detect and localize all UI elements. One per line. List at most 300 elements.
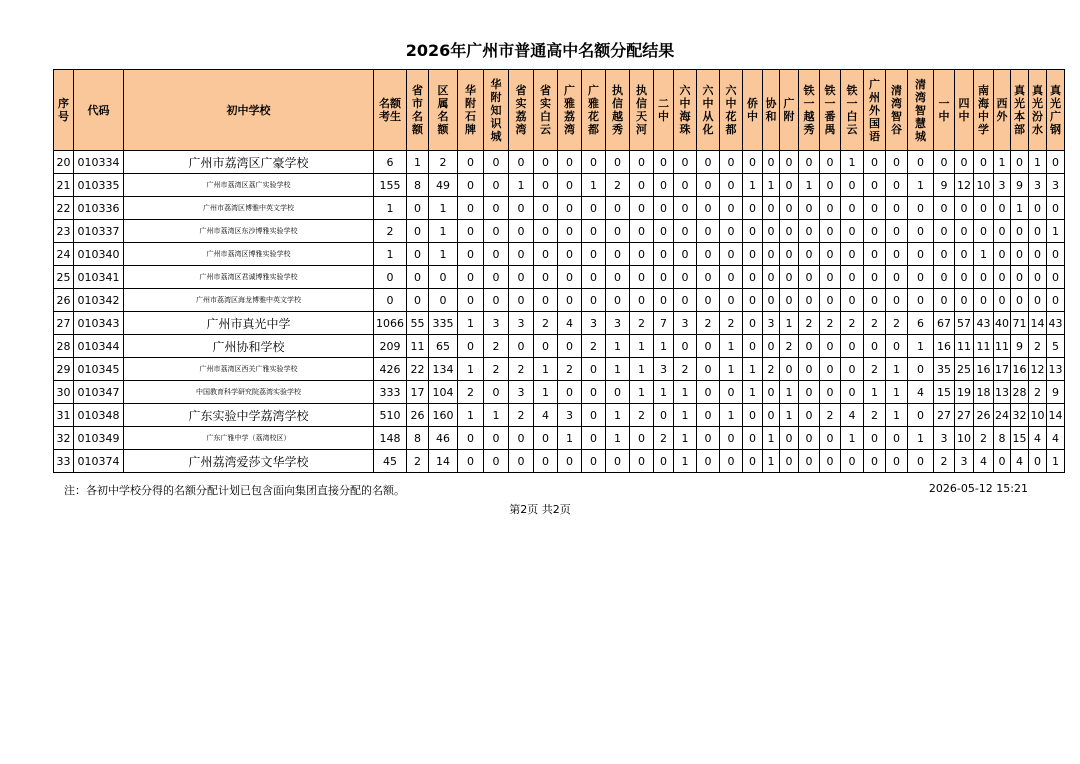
table-cell: 0 (780, 289, 799, 312)
table-cell: 0 (509, 243, 534, 266)
row-code: 010349 (74, 427, 124, 450)
table-cell: 0 (534, 197, 558, 220)
table-cell: 0 (484, 266, 509, 289)
column-header: 序号 (54, 70, 74, 151)
table-cell: 0 (606, 220, 630, 243)
table-cell: 0 (799, 289, 820, 312)
table-cell: 0 (886, 151, 908, 174)
column-header: 执信越秀 (606, 70, 630, 151)
row-code: 010343 (74, 312, 124, 335)
table-cell: 0 (974, 266, 994, 289)
table-cell: 0 (720, 197, 743, 220)
table-cell: 55 (407, 312, 429, 335)
table-cell: 1 (582, 174, 606, 197)
table-cell: 0 (697, 381, 720, 404)
table-cell: 2 (1029, 335, 1047, 358)
table-cell: 0 (841, 289, 864, 312)
table-cell: 0 (534, 243, 558, 266)
table-cell: 0 (630, 289, 654, 312)
table-cell: 3 (509, 312, 534, 335)
table-cell: 0 (955, 243, 974, 266)
table-cell: 0 (534, 174, 558, 197)
table-cell: 0 (743, 151, 763, 174)
table-cell: 0 (697, 220, 720, 243)
table-cell: 0 (763, 197, 780, 220)
column-header: 真光本部 (1011, 70, 1029, 151)
table-cell: 9 (1011, 335, 1029, 358)
table-row (54, 427, 1065, 450)
column-header: 区属名额 (429, 70, 458, 151)
table-cell: 1 (763, 174, 780, 197)
table-cell: 10 (955, 427, 974, 450)
table-cell: 0 (697, 450, 720, 473)
table-cell: 0 (630, 243, 654, 266)
column-header: 执信天河 (630, 70, 654, 151)
table-cell: 0 (509, 220, 534, 243)
table-cell: 4 (908, 381, 934, 404)
table-cell: 1 (720, 358, 743, 381)
table-cell: 0 (886, 335, 908, 358)
table-cell: 3 (558, 404, 582, 427)
table-cell: 1 (674, 404, 697, 427)
table-cell: 0 (780, 358, 799, 381)
table-cell: 0 (1047, 151, 1065, 174)
table-cell: 0 (841, 220, 864, 243)
table-cell: 1 (1047, 220, 1065, 243)
table-cell: 0 (955, 266, 974, 289)
table-cell: 0 (484, 289, 509, 312)
table-cell: 0 (886, 197, 908, 220)
table-cell: 0 (743, 404, 763, 427)
table-cell: 0 (799, 151, 820, 174)
table-cell: 0 (841, 381, 864, 404)
table-cell: 0 (763, 266, 780, 289)
column-header: 真光汾水 (1029, 70, 1047, 151)
table-cell: 0 (606, 197, 630, 220)
table-cell: 0 (908, 404, 934, 427)
table-cell: 1 (1029, 151, 1047, 174)
table-cell: 1 (743, 381, 763, 404)
table-cell: 0 (1047, 197, 1065, 220)
table-cell: 2 (841, 312, 864, 335)
row-code: 010337 (74, 220, 124, 243)
table-cell: 4 (1011, 450, 1029, 473)
table-cell: 0 (864, 427, 886, 450)
column-header: 协和 (763, 70, 780, 151)
table-cell: 1 (429, 220, 458, 243)
table-cell: 0 (558, 243, 582, 266)
table-cell: 0 (407, 220, 429, 243)
table-cell: 32 (1011, 404, 1029, 427)
table-cell: 2 (407, 450, 429, 473)
school-name: 广州市荔湾区东沙博雅实验学校 (124, 220, 374, 243)
table-cell: 0 (780, 197, 799, 220)
table-cell: 0 (974, 151, 994, 174)
table-cell: 0 (841, 358, 864, 381)
table-cell: 0 (484, 197, 509, 220)
table-cell: 2 (484, 358, 509, 381)
table-cell: 0 (582, 220, 606, 243)
table-cell: 4 (1029, 427, 1047, 450)
column-header: 四中 (955, 70, 974, 151)
table-cell: 10 (974, 174, 994, 197)
table-cell: 0 (606, 151, 630, 174)
page-number: 第2页 共2页 (509, 503, 571, 516)
page-title: 2026年广州市普通高中名额分配结果 (405, 41, 675, 60)
table-cell: 0 (582, 289, 606, 312)
table-cell: 1 (509, 174, 534, 197)
table-cell: 2 (374, 220, 407, 243)
table-cell: 0 (374, 289, 407, 312)
table-cell: 0 (630, 266, 654, 289)
table-cell: 0 (374, 266, 407, 289)
table-cell: 1 (743, 174, 763, 197)
table-cell: 28 (1011, 381, 1029, 404)
table-cell: 1 (780, 381, 799, 404)
table-cell: 0 (743, 289, 763, 312)
table-cell: 0 (799, 243, 820, 266)
footnote: 注：各初中学校分得的名额分配计划已包含面向集团直接分配的名额。 (64, 484, 405, 497)
table-cell: 0 (841, 197, 864, 220)
table-cell: 0 (1047, 266, 1065, 289)
table-cell: 2 (582, 335, 606, 358)
table-cell: 0 (582, 266, 606, 289)
table-row (54, 335, 1065, 358)
table-cell: 1 (743, 358, 763, 381)
table-cell: 0 (763, 404, 780, 427)
table-cell: 0 (630, 151, 654, 174)
row-code: 010340 (74, 243, 124, 266)
table-cell: 16 (974, 358, 994, 381)
table-cell: 2 (780, 335, 799, 358)
row-code: 010341 (74, 266, 124, 289)
row-seq: 22 (54, 197, 74, 220)
table-cell: 0 (864, 335, 886, 358)
table-cell: 4 (558, 312, 582, 335)
table-cell: 1 (1011, 197, 1029, 220)
table-cell: 0 (558, 151, 582, 174)
table-cell: 2 (720, 312, 743, 335)
table-cell: 7 (654, 312, 674, 335)
school-name: 广州市荔湾区广豪学校 (124, 151, 374, 174)
table-row (54, 381, 1065, 404)
table-cell: 0 (534, 427, 558, 450)
table-cell: 0 (458, 174, 484, 197)
table-cell: 1066 (374, 312, 407, 335)
school-name: 广州市荔湾区博雅实验学校 (124, 243, 374, 266)
table-cell: 0 (864, 266, 886, 289)
table-cell: 0 (558, 197, 582, 220)
table-cell: 2 (697, 312, 720, 335)
table-cell: 0 (630, 450, 654, 473)
table-cell: 2 (509, 404, 534, 427)
table-cell: 3 (484, 312, 509, 335)
table-cell: 0 (955, 289, 974, 312)
table-cell: 0 (720, 289, 743, 312)
table-cell: 0 (697, 358, 720, 381)
table-cell: 0 (934, 243, 955, 266)
table-cell: 0 (780, 266, 799, 289)
table-cell: 335 (429, 312, 458, 335)
table-cell: 0 (606, 289, 630, 312)
table-cell: 1 (606, 427, 630, 450)
table-cell: 0 (763, 381, 780, 404)
table-cell: 0 (720, 381, 743, 404)
column-header: 二中 (654, 70, 674, 151)
table-cell: 1 (841, 427, 864, 450)
table-cell: 0 (934, 197, 955, 220)
table-cell: 0 (654, 197, 674, 220)
table-cell: 0 (606, 381, 630, 404)
table-cell: 2 (886, 312, 908, 335)
table-cell: 2 (654, 427, 674, 450)
table-cell: 1 (780, 404, 799, 427)
table-cell: 0 (429, 266, 458, 289)
table-cell: 0 (720, 266, 743, 289)
table-cell: 2 (1029, 381, 1047, 404)
table-cell: 0 (582, 450, 606, 473)
table-cell: 104 (429, 381, 458, 404)
table-row (54, 289, 1065, 312)
column-header: 省实荔湾 (509, 70, 534, 151)
table-cell: 2 (864, 312, 886, 335)
row-code: 010348 (74, 404, 124, 427)
table-cell: 1 (484, 404, 509, 427)
table-cell: 3 (763, 312, 780, 335)
table-cell: 3 (934, 427, 955, 450)
table-cell: 0 (697, 174, 720, 197)
table-cell: 0 (720, 220, 743, 243)
table-cell: 0 (654, 450, 674, 473)
table-cell: 0 (458, 450, 484, 473)
table-cell: 1 (606, 358, 630, 381)
table-cell: 15 (1011, 427, 1029, 450)
table-cell: 0 (558, 220, 582, 243)
table-cell: 11 (407, 335, 429, 358)
table-cell: 0 (582, 427, 606, 450)
table-cell: 0 (484, 151, 509, 174)
column-header: 六中花都 (720, 70, 743, 151)
table-cell: 8 (994, 427, 1011, 450)
table-cell: 0 (407, 243, 429, 266)
table-cell: 0 (458, 243, 484, 266)
table-cell: 1 (534, 381, 558, 404)
table-cell: 0 (763, 220, 780, 243)
row-seq: 21 (54, 174, 74, 197)
table-cell: 426 (374, 358, 407, 381)
table-cell: 0 (582, 404, 606, 427)
table-cell: 11 (994, 335, 1011, 358)
table-cell: 0 (484, 427, 509, 450)
table-cell: 0 (886, 427, 908, 450)
table-cell: 14 (429, 450, 458, 473)
table-cell: 0 (780, 427, 799, 450)
table-cell: 4 (1047, 427, 1065, 450)
table-cell: 0 (720, 243, 743, 266)
table-cell: 0 (509, 427, 534, 450)
table-cell: 0 (799, 197, 820, 220)
table-cell: 1 (720, 404, 743, 427)
table-cell: 0 (458, 266, 484, 289)
table-cell: 0 (780, 174, 799, 197)
column-header: 真光广钢 (1047, 70, 1065, 151)
table-cell: 3 (582, 312, 606, 335)
table-cell: 2 (509, 358, 534, 381)
table-cell: 0 (484, 243, 509, 266)
school-name: 广州市荔湾区博雅中英文学校 (124, 197, 374, 220)
school-name: 广州荔湾爱莎文华学校 (124, 450, 374, 473)
table-cell: 0 (934, 289, 955, 312)
table-cell: 0 (558, 174, 582, 197)
table-cell: 0 (799, 450, 820, 473)
row-seq: 27 (54, 312, 74, 335)
table-cell: 0 (934, 266, 955, 289)
column-header: 清湾智谷 (886, 70, 908, 151)
table-cell: 0 (864, 450, 886, 473)
row-code: 010336 (74, 197, 124, 220)
column-header: 名额考生 (374, 70, 407, 151)
row-code: 010335 (74, 174, 124, 197)
table-cell: 1 (763, 427, 780, 450)
table-cell: 3 (606, 312, 630, 335)
table-cell: 0 (908, 289, 934, 312)
table-cell: 0 (799, 266, 820, 289)
table-cell: 3 (1047, 174, 1065, 197)
table-cell: 3 (509, 381, 534, 404)
table-cell: 40 (994, 312, 1011, 335)
table-cell: 2 (864, 404, 886, 427)
table-cell: 2 (630, 404, 654, 427)
table-cell: 0 (484, 450, 509, 473)
table-cell: 3 (654, 358, 674, 381)
table-cell: 0 (820, 358, 841, 381)
school-name: 广东实验中学荔湾学校 (124, 404, 374, 427)
table-cell: 1 (458, 358, 484, 381)
table-cell: 0 (820, 266, 841, 289)
table-cell: 333 (374, 381, 407, 404)
table-cell: 0 (743, 312, 763, 335)
table-cell: 0 (841, 450, 864, 473)
table-cell: 0 (407, 289, 429, 312)
table-cell: 0 (934, 151, 955, 174)
table-cell: 160 (429, 404, 458, 427)
table-cell: 0 (908, 266, 934, 289)
table-cell: 0 (1029, 220, 1047, 243)
table-cell: 14 (1029, 312, 1047, 335)
row-seq: 32 (54, 427, 74, 450)
table-cell: 0 (582, 151, 606, 174)
table-cell: 0 (780, 151, 799, 174)
school-name: 广东广雅中学（荔湾校区） (124, 427, 374, 450)
table-row (54, 312, 1065, 335)
table-cell: 0 (534, 450, 558, 473)
table-cell: 0 (1029, 266, 1047, 289)
table-cell: 1 (974, 243, 994, 266)
table-cell: 0 (429, 289, 458, 312)
table-cell: 0 (841, 243, 864, 266)
column-header: 广雅荔湾 (558, 70, 582, 151)
table-cell: 0 (720, 174, 743, 197)
table-cell: 0 (934, 220, 955, 243)
table-row (54, 197, 1065, 220)
table-cell: 0 (458, 427, 484, 450)
table-cell: 24 (994, 404, 1011, 427)
table-cell: 0 (674, 243, 697, 266)
table-cell: 1 (534, 358, 558, 381)
table-cell: 0 (1029, 450, 1047, 473)
table-cell: 1 (674, 381, 697, 404)
table-cell: 0 (674, 289, 697, 312)
column-header: 南海中学 (974, 70, 994, 151)
table-cell: 0 (697, 243, 720, 266)
column-header: 代码 (74, 70, 124, 151)
table-cell: 0 (630, 427, 654, 450)
table-header (54, 70, 1065, 151)
row-seq: 33 (54, 450, 74, 473)
allocation-table (53, 69, 1065, 473)
column-header: 清湾智慧城 (908, 70, 934, 151)
row-code: 010374 (74, 450, 124, 473)
table-cell: 0 (407, 197, 429, 220)
row-code: 010342 (74, 289, 124, 312)
table-cell: 9 (1011, 174, 1029, 197)
row-seq: 24 (54, 243, 74, 266)
table-cell: 2 (484, 335, 509, 358)
table-cell: 1 (606, 335, 630, 358)
row-seq: 31 (54, 404, 74, 427)
table-cell: 0 (886, 243, 908, 266)
table-cell: 0 (886, 289, 908, 312)
table-cell: 0 (582, 243, 606, 266)
table-cell: 0 (743, 266, 763, 289)
column-header: 省市名额 (407, 70, 429, 151)
table-cell: 0 (674, 151, 697, 174)
table-cell: 1 (780, 312, 799, 335)
table-cell: 1 (429, 243, 458, 266)
table-cell: 148 (374, 427, 407, 450)
table-cell: 0 (780, 220, 799, 243)
table-cell: 0 (674, 174, 697, 197)
table-cell: 2 (558, 358, 582, 381)
table-cell: 6 (908, 312, 934, 335)
table-row (54, 220, 1065, 243)
table-cell: 14 (1047, 404, 1065, 427)
table-cell: 1 (1047, 450, 1065, 473)
table-cell: 1 (654, 381, 674, 404)
table-cell: 0 (458, 220, 484, 243)
table-cell: 2 (820, 404, 841, 427)
table-cell: 1 (630, 358, 654, 381)
table-cell: 0 (509, 335, 534, 358)
table-cell: 0 (820, 151, 841, 174)
column-header: 铁一番禺 (820, 70, 841, 151)
table-cell: 1 (674, 450, 697, 473)
table-cell: 19 (955, 381, 974, 404)
table-cell: 49 (429, 174, 458, 197)
row-seq: 29 (54, 358, 74, 381)
table-cell: 0 (994, 197, 1011, 220)
table-cell: 2 (820, 312, 841, 335)
table-cell: 0 (994, 220, 1011, 243)
table-cell: 6 (374, 151, 407, 174)
table-cell: 0 (955, 197, 974, 220)
column-header: 六中海珠 (674, 70, 697, 151)
column-header: 华附石牌 (458, 70, 484, 151)
table-cell: 1 (407, 151, 429, 174)
table-cell: 57 (955, 312, 974, 335)
table-cell: 18 (974, 381, 994, 404)
row-code: 010344 (74, 335, 124, 358)
